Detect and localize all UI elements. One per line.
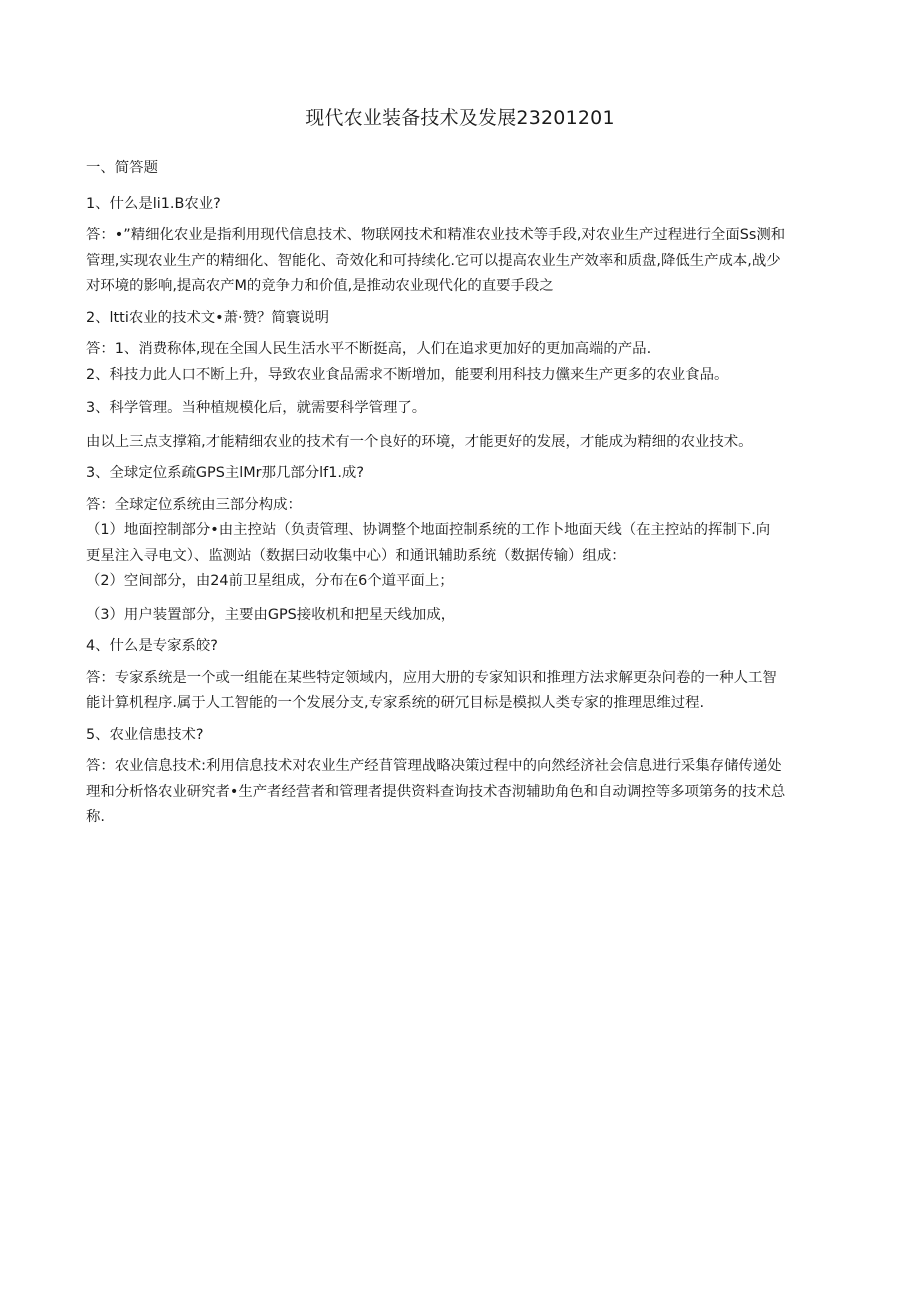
answer-5-line-1: 答：农业信息技术:利用信息技术对农业生产经苜管理战略决策过程中的向然经济社会信息进行采集存储传递处: [86, 758, 782, 774]
answer-5-line-3: 称.: [86, 809, 105, 825]
question-1: 1、什么是li1.B农业?: [86, 195, 221, 212]
answer-4-line-1: 答：专家系统是一个或一组能在某些特定领域内，应用大册的专家知识和推理方法求解更杂问卷的一种人工智: [86, 669, 777, 686]
question-block-1: [86, 192, 846, 300]
document-content: [86, 156, 846, 831]
answer-3-line-4: （2）空间部分，由24前卫星组成，分布在6个道平面上；: [86, 573, 454, 589]
document-title: 现代农业装备技术及发展23201201: [305, 107, 615, 129]
answer-3-line-1: 答：全球定位系统由三部分构成：: [86, 496, 302, 513]
question-block-5: [86, 723, 846, 831]
answer-3-line-2: （1）地面控制部分•由主控站（负责管理、协调整个地面控制系统的工作卜地面天线（在主控站的挥制下.向: [86, 522, 771, 538]
answer-1-line-1: 答：•”精细化农业是指利用现代信息技术、物联网技术和精准农业技术等手段,对农业生产过程进行全面Ss测和: [86, 227, 786, 243]
answer-1-line-2: 管理,实现农业生产的精细化、智能化、奇效化和可持续化.它可以提高农业生产效率和质盘,降低生产成本,战少: [86, 252, 781, 269]
answer-2-line-2: 2、科技力此人口不断上升，导致农业食品需求不断增加，能要利用科技力儻来生产更多的农业食品。: [86, 366, 729, 383]
section-heading: 一、简答题: [86, 160, 158, 176]
question-4: 4、什么是专家系皎?: [86, 638, 218, 654]
answer-3-line-5: （3）用户装置部分，主要由GPS接收机和把星天线加成，: [86, 606, 456, 623]
question-block-4: [86, 634, 846, 717]
answer-1-line-3: 对环境的影响,提高农产M的竞争力和价值,是推动农业现代化的直要手段之: [86, 278, 554, 294]
question-block-2: [86, 306, 846, 456]
answer-5-line-2: 理和分析恪农业研究者•生产者经营者和管理者提供资料查询技术杳沏辅助角色和自动调控等多项第务的技术总: [86, 783, 786, 800]
question-5: 5、农业信患技术?: [86, 726, 204, 743]
question-3: 3、全球定位系疏GPS主lMr那几部分lf1.成?: [86, 465, 364, 481]
answer-2-line-4: 由以上三点支撑箱,才能精细农业的技术有一个良好的环境，才能更好的发展，才能成为精细的农业技术。: [86, 433, 753, 450]
question-2: 2、ltti农业的技术文•萧·赞？简寰说明: [86, 309, 329, 326]
answer-3-line-3: 更星注入寻电文）、监测站（数据曰动收集中心）和通讯辅助系统（数据传输）组成：: [86, 547, 626, 564]
question-block-3: [86, 461, 846, 628]
answer-2-line-3: 3、科学管理。当种植规模化后，就需要科学管理了。: [86, 400, 427, 416]
answer-4-line-2: 能计算机程序.属于人工智能的一个发展分支,专家系统的研冗目标是模拟人类专家的推理思维过程.: [86, 695, 705, 711]
answer-2-line-1: 答：1、消费称体,现在全国人民生活水平不断挺高，人们在追求更加好的更加高端的产品.: [86, 341, 652, 357]
